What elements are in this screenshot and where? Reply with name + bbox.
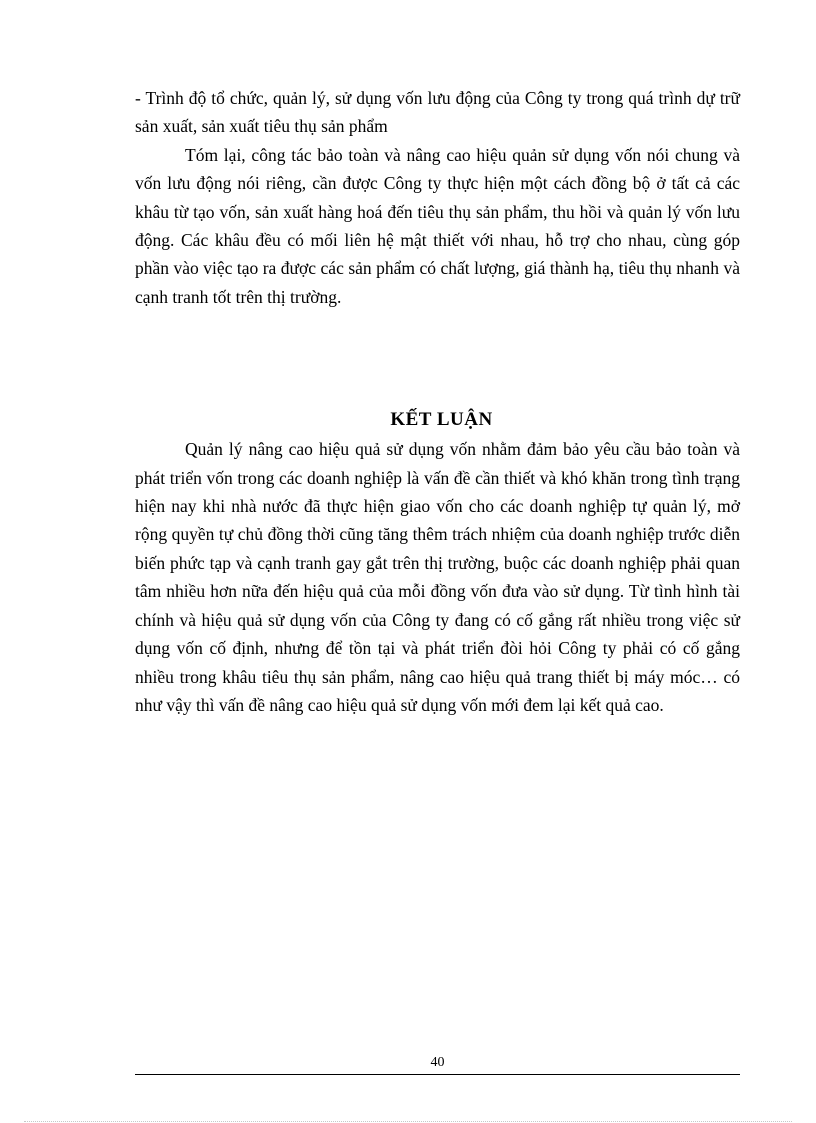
conclusion-paragraph: Quản lý nâng cao hiệu quả sử dụng vốn nhằm đảm bảo yêu cầu bảo toàn và phát triển vốn trong các doanh nghiệp là vấn đề cần thiết và khó khăn trong tình trạng hiện nay khi nhà nước đã thực hiện giao vốn cho các doanh nghiệp tự quản lý, mở rộng quyền tự chủ đồng thời cũng tăng thêm trách nhiệm của doanh nghiệp trước diễn biến phức tạp và cạnh tranh gay gắt trên thị trường, buộc các doanh nghiệp phải quan tâm nhiều hơn nữa đến hiệu quả của mỗi đồng vốn đưa vào sử dụng. Từ tình hình tài chính và hiệu quả sử dụng vốn của Công ty đang có cố gắng rất nhiều trong việc sử dụng vốn cố định, nhưng để tồn tại và phát triển đòi hỏi Công ty phải có cố gắng nhiều trong khâu tiêu thụ sản phẩm, nâng cao hiệu quả trang thiết bị máy móc… có như vậy thì vấn đề nâng cao hiệu quả sử dụng vốn mới đem lại kết quả cao. <box>135 439 740 715</box>
conclusion-heading: KẾT LUẬN <box>390 409 493 431</box>
section-spacer <box>135 311 740 405</box>
page-body <box>135 84 740 719</box>
summary-paragraph: Tóm lại, công tác bảo toàn và nâng cao hiệu quản sử dụng vốn nói chung và vốn lưu động nói riêng, cần được Công ty thực hiện một cách đồng bộ ở tất cả các khâu từ tạo vốn, sản xuất hàng hoá đến tiêu thụ sản phẩm, thu hồi và quản lý vốn lưu động. Các khâu đều có mối liên hệ mật thiết với nhau, hỗ trợ cho nhau, cùng góp phần vào việc tạo ra được các sản phẩm có chất lượng, giá thành hạ, tiêu thụ nhanh và cạnh tranh tốt trên thị trường. <box>135 144 740 307</box>
page-number: 40 <box>430 1055 445 1070</box>
bullet-paragraph: - Trình độ tổ chức, quản lý, sử dụng vốn lưu động của Công ty trong quá trình dự trữ sản xuất, sản xuất tiêu thụ sản phẩm <box>135 88 740 137</box>
footer-rule <box>135 1074 740 1075</box>
page-edge-divider <box>24 1121 792 1122</box>
